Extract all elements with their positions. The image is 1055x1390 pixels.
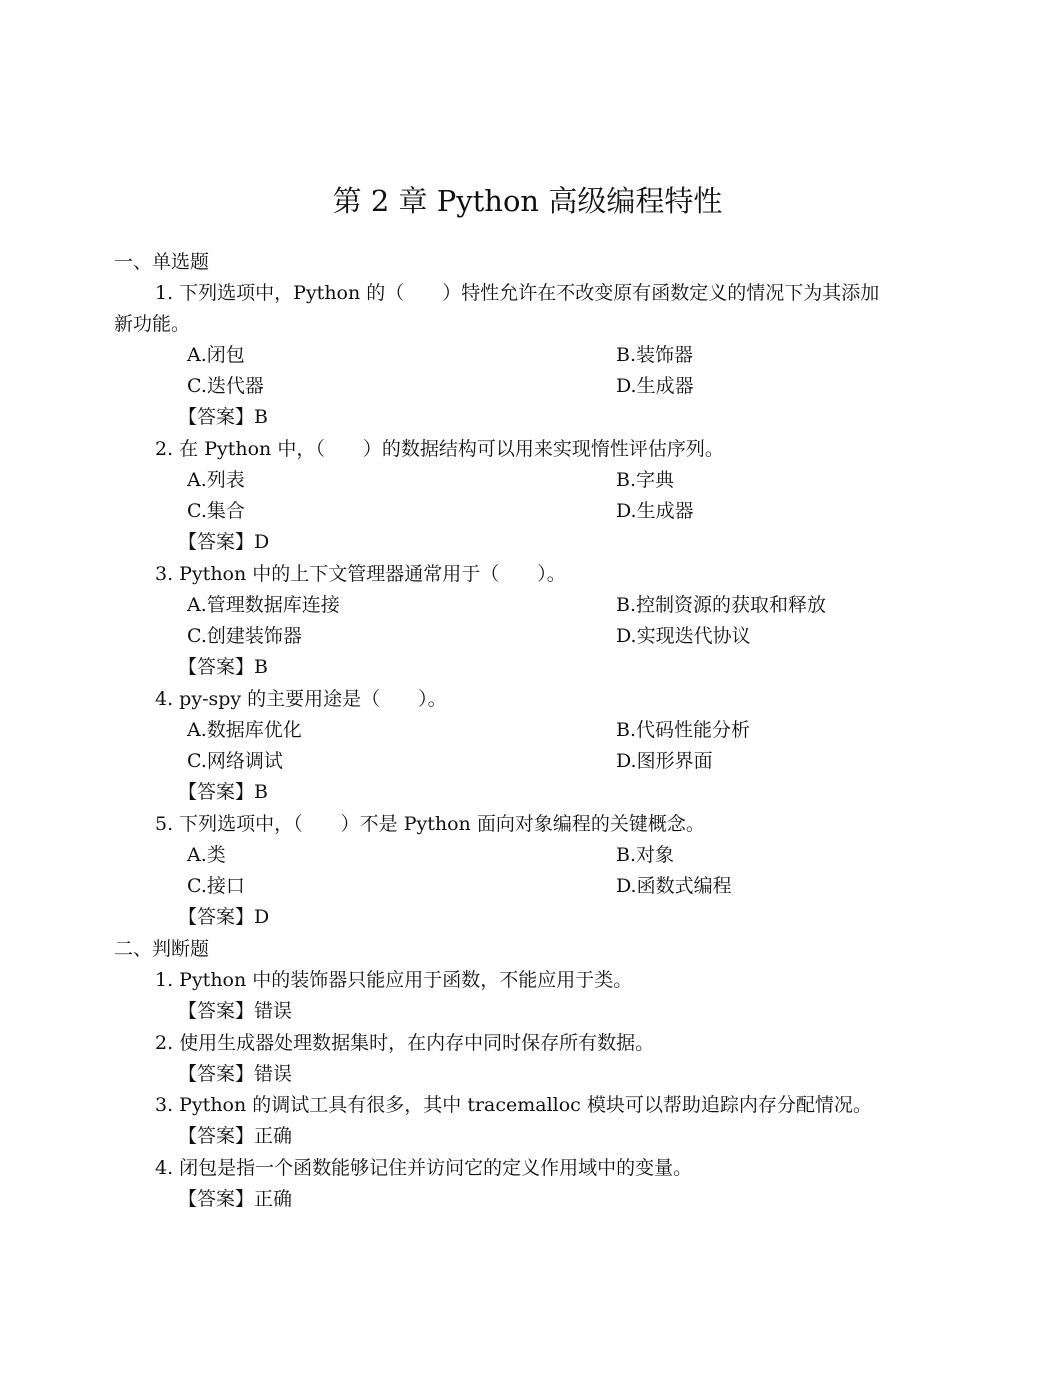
answer: 【答案】正确 bbox=[178, 1188, 293, 1210]
answer: 【答案】B bbox=[178, 656, 268, 678]
answer: 【答案】D bbox=[178, 531, 270, 553]
option-a: A.数据库优化 bbox=[187, 719, 302, 741]
question-stem-continued: 新功能。 bbox=[114, 313, 191, 335]
option-b: B.控制资源的获取和释放 bbox=[616, 594, 827, 616]
options-row bbox=[0, 340, 1055, 371]
answer: 【答案】D bbox=[178, 906, 270, 928]
answer: 【答案】错误 bbox=[178, 1000, 293, 1022]
question-stem: 3. Python 的调试工具有很多，其中 tracemalloc 模块可以帮助追踪内存分配情况。 bbox=[155, 1094, 872, 1116]
section-heading-true-false: 二、判断题 bbox=[114, 938, 210, 960]
options-row bbox=[0, 496, 1055, 527]
option-a: A.类 bbox=[187, 844, 226, 866]
chapter-title: 第 2 章 Python 高级编程特性 bbox=[332, 184, 723, 218]
option-b: B.对象 bbox=[616, 844, 675, 866]
question-stem: 2. 使用生成器处理数据集时，在内存中同时保存所有数据。 bbox=[155, 1032, 655, 1054]
question-stem: 2. 在 Python 中，（ ）的数据结构可以用来实现惰性评估序列。 bbox=[155, 438, 724, 460]
option-c: C.网络调试 bbox=[187, 750, 283, 772]
question-stem: 1. 下列选项中，Python 的（ ）特性允许在不改变原有函数定义的情况下为其添加 bbox=[155, 282, 880, 304]
question-stem: 3. Python 中的上下文管理器通常用于（ ）。 bbox=[155, 563, 566, 585]
option-b: B.装饰器 bbox=[616, 344, 694, 366]
option-a: A.闭包 bbox=[187, 344, 245, 366]
question-stem: 4. py-spy 的主要用途是（ ）。 bbox=[155, 688, 447, 710]
option-a: A.管理数据库连接 bbox=[187, 594, 340, 616]
options-row bbox=[0, 371, 1055, 402]
answer: 【答案】正确 bbox=[178, 1125, 293, 1147]
question-stem: 1. Python 中的装饰器只能应用于函数，不能应用于类。 bbox=[155, 969, 633, 991]
answer: 【答案】B bbox=[178, 781, 268, 803]
options-row bbox=[0, 746, 1055, 777]
options-row bbox=[0, 590, 1055, 621]
option-b: B.字典 bbox=[616, 469, 675, 491]
option-c: C.创建装饰器 bbox=[187, 625, 302, 647]
option-a: A.列表 bbox=[187, 469, 245, 491]
option-d: D.图形界面 bbox=[616, 750, 713, 772]
option-c: C.接口 bbox=[187, 875, 245, 897]
option-c: C.集合 bbox=[187, 500, 245, 522]
options-row bbox=[0, 840, 1055, 871]
option-b: B.代码性能分析 bbox=[616, 719, 751, 741]
option-d: D.实现迭代协议 bbox=[616, 625, 751, 647]
option-d: D.函数式编程 bbox=[616, 875, 732, 897]
question-stem: 4. 闭包是指一个函数能够记住并访问它的定义作用域中的变量。 bbox=[155, 1157, 693, 1179]
options-row bbox=[0, 621, 1055, 652]
answer: 【答案】B bbox=[178, 406, 268, 428]
answer: 【答案】错误 bbox=[178, 1063, 293, 1085]
options-row bbox=[0, 465, 1055, 496]
question-stem: 5. 下列选项中，（ ）不是 Python 面向对象编程的关键概念。 bbox=[155, 813, 705, 835]
option-d: D.生成器 bbox=[616, 375, 694, 397]
options-row bbox=[0, 871, 1055, 902]
option-c: C.迭代器 bbox=[187, 375, 264, 397]
options-row bbox=[0, 715, 1055, 746]
section-heading-single-choice: 一、单选题 bbox=[114, 251, 210, 273]
option-d: D.生成器 bbox=[616, 500, 694, 522]
